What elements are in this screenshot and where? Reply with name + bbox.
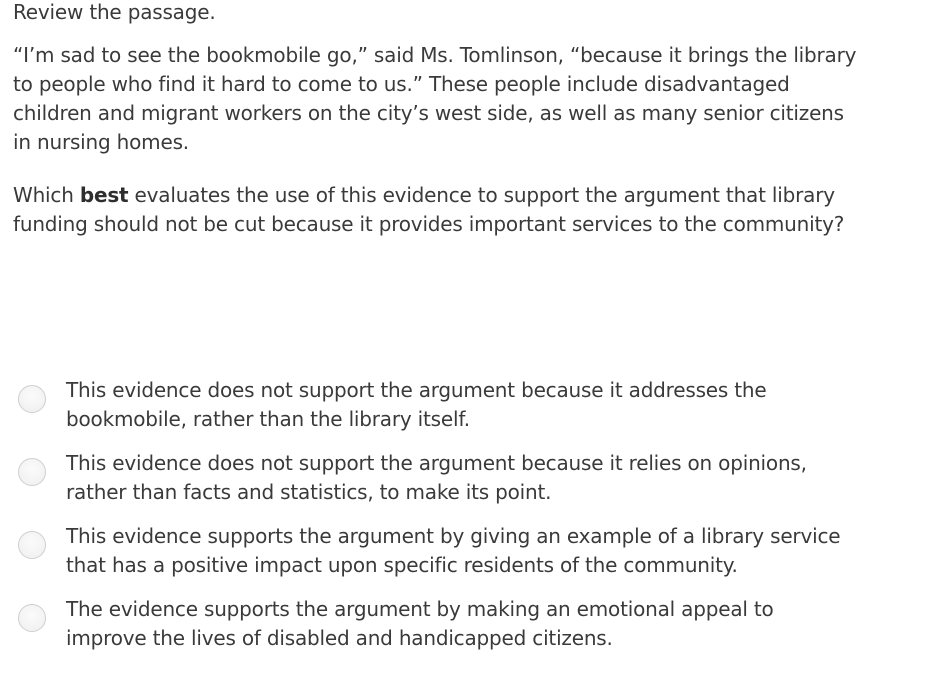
answer-choice-label[interactable] [66,595,926,653]
question-emphasis: best [79,183,129,207]
radio-button[interactable] [18,531,46,559]
radio-button[interactable] [18,604,46,632]
choice-line: This evidence does not support the argument because it addresses the [66,378,767,402]
choice-line: This evidence supports the argument by giving an example of a library service [66,524,841,548]
answer-choice-4[interactable] [0,595,936,661]
choice-line: that has a positive impact upon specific residents of the community. [66,553,738,577]
passage-line: children and migrant workers on the city’s west side, as well as many senior citizens [13,101,844,125]
question-line-2: funding should not be cut because it provides important services to the community? [13,212,845,236]
answer-choice-label[interactable] [66,449,926,507]
choice-line: The evidence supports the argument by making an emotional appeal to [66,597,774,621]
choice-line: rather than facts and statistics, to make its point. [66,480,552,504]
answer-choice-label[interactable] [66,376,926,434]
question-line-1 [13,181,925,210]
choice-line: bookmobile, rather than the library itself. [66,407,470,431]
passage-text [13,41,925,157]
answer-choice-2[interactable] [0,449,936,515]
question-line-1-rest: evaluates the use of this evidence to support the argument that library [128,183,835,207]
radio-button[interactable] [18,458,46,486]
choice-line: This evidence does not support the argument because it relies on opinions, [66,451,807,475]
answer-choice-label[interactable] [66,522,926,580]
passage-line: in nursing homes. [13,130,189,154]
passage-line: to people who find it hard to come to us.” These people include disadvantaged [13,72,790,96]
radio-button[interactable] [18,385,46,413]
choice-line: improve the lives of disabled and handicapped citizens. [66,626,613,650]
passage-line: “I’m sad to see the bookmobile go,” said Ms. Tomlinson, “because it brings the library [13,43,857,67]
answer-choice-3[interactable] [0,522,936,588]
question-text [13,181,925,239]
answer-choice-1[interactable] [0,376,936,442]
prompt-text: Review the passage. [13,0,216,24]
question-prefix: Which [13,183,80,207]
